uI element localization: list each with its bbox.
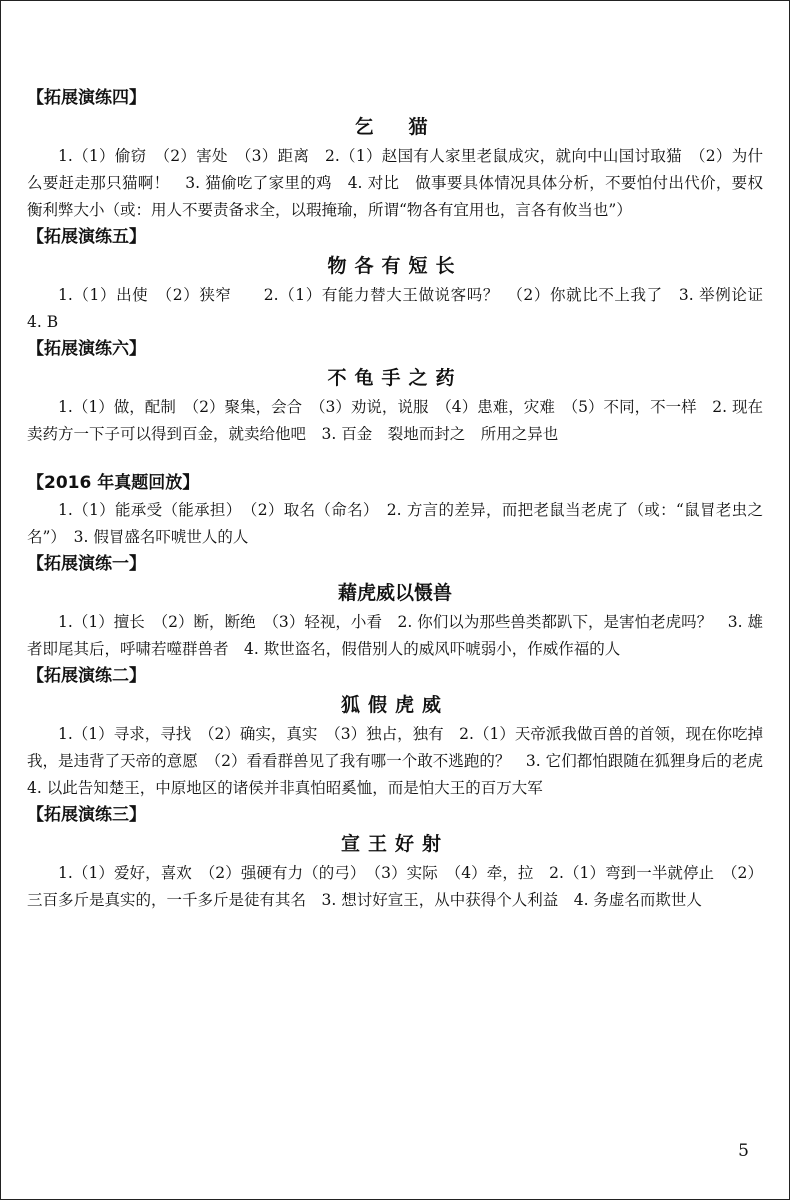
section-practice-4	[27, 85, 763, 224]
section-practice-2	[27, 663, 779, 802]
page-number: 5	[738, 1141, 749, 1161]
section-heading: 【拓展演练六】	[27, 339, 146, 359]
section-heading: 【2016 年真题回放】	[27, 473, 200, 493]
section-spacer	[27, 448, 763, 470]
section-practice-3	[27, 802, 763, 914]
answer-text: 1.（1）能承受（能承担） （2）取名（命名） 2. 方言的差异，而把老鼠当老虎了（或：“鼠冒老虫之名”） 3. 假冒盛名吓唬世人的人	[27, 501, 763, 546]
section-practice-5	[27, 224, 779, 336]
passage-title: 狐假虎威	[340, 694, 449, 716]
passage-title: 藉虎威以慑兽	[337, 582, 452, 604]
section-practice-6	[27, 336, 763, 448]
section-practice-1	[27, 551, 763, 663]
section-heading: 【拓展演练三】	[27, 805, 146, 825]
passage-title: 宣王好射	[340, 833, 449, 855]
answer-text: 1.（1）出使 （2）狭窄 2.（1）有能力替大王做说客吗？ （2）你就比不上我了 3. 举例论证 4. B	[27, 286, 779, 331]
section-heading: 【拓展演练一】	[27, 554, 146, 574]
section-heading: 【拓展演练五】	[27, 227, 146, 247]
passage-title: 乞 猫	[354, 116, 436, 138]
answer-text: 1.（1）做，配制 （2）聚集，会合 （3）劝说，说服 （4）患难，灾难 （5）不同，不一样 2. 现在卖药方一下子可以得到百金，就卖给他吧 3. 百金 裂地而封之 所用之异也	[27, 398, 763, 443]
section-exam-review-2016	[27, 470, 763, 551]
answer-text: 1.（1）擅长 （2）断，断绝 （3）轻视，小看 2. 你们以为那些兽类都趴下，是害怕老虎吗？ 3. 雄者即尾其后，呼啸若噬群兽者 4. 欺世盗名，假借别人的威风吓唬弱小，作威作福的人	[27, 613, 763, 658]
answer-text: 1.（1）寻求，寻找 （2）确实，真实 （3）独占，独有 2.（1）天帝派我做百兽的首领，现在你吃掉我，是违背了天帝的意愿 （2）看看群兽见了我有哪一个敢不逃跑的？ 3. 它们都怕跟随在狐狸身后的老虎 4. 以此告知楚王，中原地区的诸侯并非真怕昭奚恤，而是怕大王的百万大军	[27, 725, 779, 797]
passage-title: 物各有短长	[327, 255, 463, 277]
answer-text: 1.（1）爱好，喜欢 （2）强硬有力（的弓） （3）实际 （4）牵，拉 2.（1）弯到一半就停止 （2）三百多斤是真实的，一千多斤是徒有其名 3. 想讨好宣王，从中获得个人利益 4. 务虚名而欺世人	[27, 864, 763, 909]
page-content	[27, 85, 779, 914]
passage-title: 不龟手之药	[327, 367, 463, 389]
section-heading: 【拓展演练四】	[27, 88, 146, 108]
answer-text: 1.（1）偷窃 （2）害处 （3）距离 2.（1）赵国有人家里老鼠成灾，就向中山国讨取猫 （2）为什么要赶走那只猫啊！ 3. 猫偷吃了家里的鸡 4. 对比 做事要具体情况具体分析，不要怕付出代价，要权衡利弊大小（或：用人不要责备求全，以瑕掩瑜，所谓“物各有宜用也，言各有攸当也”）	[27, 147, 763, 219]
section-heading: 【拓展演练二】	[27, 666, 146, 686]
